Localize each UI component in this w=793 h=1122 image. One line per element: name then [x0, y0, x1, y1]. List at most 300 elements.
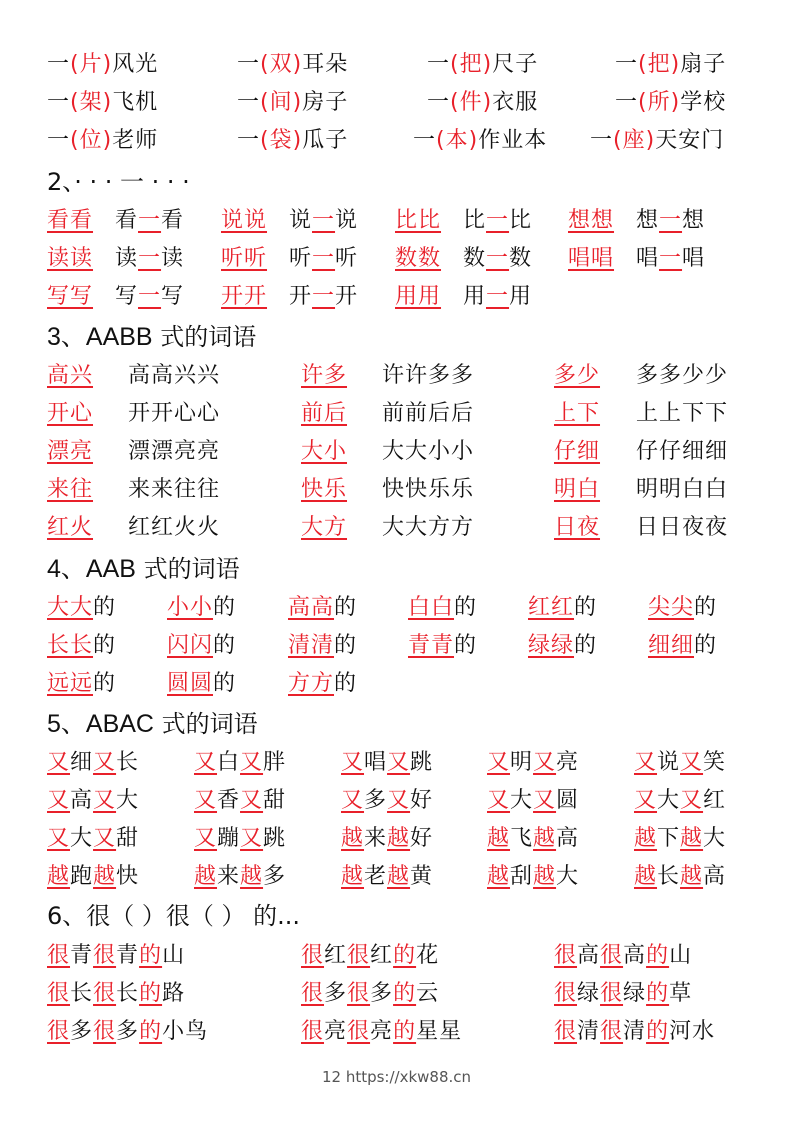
highlighted-text: 很 [347, 1019, 371, 1044]
highlighted-text: 一 [312, 284, 336, 309]
heading-label: 式的词语 [154, 710, 258, 738]
word-item [301, 437, 347, 467]
word-row [0, 669, 793, 707]
heading-label: 式的词语 [135, 555, 240, 583]
highlighted-text: 一 [659, 208, 683, 233]
word-item [47, 475, 93, 505]
word-row [0, 437, 793, 475]
highlighted-text: 的 [393, 1019, 417, 1044]
word-item [237, 88, 348, 118]
plain-text: 云 [416, 981, 440, 1006]
word-item [341, 824, 433, 854]
highlighted-text: 很 [47, 943, 71, 968]
plain-text: 看 [161, 208, 185, 233]
plain-text: 老师 [112, 128, 159, 153]
word-row [0, 631, 793, 669]
highlighted-text: 越 [487, 864, 511, 889]
plain-text: 说 [657, 750, 681, 775]
word-row [0, 361, 793, 399]
word-item [47, 244, 93, 274]
plain-text: 亮 [556, 750, 580, 775]
highlighted-text: 又 [93, 788, 117, 813]
word-item [221, 244, 267, 274]
highlighted-text: 越 [93, 864, 117, 889]
highlighted-text: 又 [487, 788, 511, 813]
word-item [554, 399, 600, 429]
plain-text: 说 [289, 208, 313, 233]
heading-pattern: AAB [85, 555, 136, 583]
word-item [341, 786, 433, 816]
plain-text: 大 [116, 788, 140, 813]
plain-text: 唱 [636, 246, 660, 271]
highlighted-text: (把) [638, 52, 681, 77]
word-item [528, 593, 597, 623]
highlighted-text: 说说 [221, 208, 268, 233]
highlighted-text: 越 [533, 826, 557, 851]
plain-text: 高 [70, 788, 94, 813]
plain-text: 亮 [370, 1019, 394, 1044]
highlighted-text: 一 [486, 208, 510, 233]
word-item [382, 475, 474, 505]
highlighted-text: 很 [47, 981, 71, 1006]
plain-text: 用 [463, 284, 487, 309]
word-item [636, 244, 705, 274]
word-item [47, 941, 185, 971]
plain-text: 一 [427, 52, 451, 77]
plain-text: 仔仔细细 [636, 439, 729, 464]
highlighted-text: 的 [139, 981, 163, 1006]
highlighted-text: 前后 [301, 401, 348, 426]
plain-text: 日日夜夜 [636, 515, 729, 540]
plain-text: 唱 [682, 246, 706, 271]
plain-text: 前前后后 [382, 401, 475, 426]
highlighted-text: 又 [194, 750, 218, 775]
plain-text: 好 [410, 826, 434, 851]
plain-text: 大大方方 [382, 515, 475, 540]
highlighted-text: 的 [646, 1019, 670, 1044]
plain-text: 一 [590, 128, 614, 153]
highlighted-text: 漂亮 [47, 439, 94, 464]
word-item [47, 669, 116, 699]
plain-text: 绿 [577, 981, 601, 1006]
highlighted-text: 用用 [395, 284, 442, 309]
highlighted-text: 又 [47, 826, 71, 851]
word-item [237, 126, 348, 156]
word-item [47, 206, 93, 236]
plain-text: 花 [416, 943, 440, 968]
plain-text: 红红火火 [128, 515, 221, 540]
plain-text: 用 [509, 284, 533, 309]
plain-text: 一 [47, 52, 71, 77]
highlighted-text: (架) [70, 90, 113, 115]
word-item [115, 282, 184, 312]
word-item [590, 126, 724, 156]
highlighted-text: 读读 [47, 246, 94, 271]
highlighted-text: 又 [47, 750, 71, 775]
highlighted-text: 又 [533, 788, 557, 813]
highlighted-text: 很 [301, 981, 325, 1006]
word-row [0, 824, 793, 862]
highlighted-text: 小小 [167, 595, 214, 620]
plain-text: 的 [93, 671, 117, 696]
word-item [47, 88, 158, 118]
plain-text: 香 [217, 788, 241, 813]
heading-pattern: AABB [85, 323, 153, 351]
word-item [288, 631, 357, 661]
highlighted-text: 又 [341, 788, 365, 813]
highlighted-text: 的 [139, 1019, 163, 1044]
plain-text: 的 [93, 595, 117, 620]
word-item [382, 361, 474, 391]
plain-text: 读 [115, 246, 139, 271]
section-3-heading [47, 321, 256, 353]
highlighted-text: (间) [260, 90, 303, 115]
word-item [636, 437, 728, 467]
plain-text: 的 [213, 595, 237, 620]
word-row [0, 88, 793, 126]
plain-text: 圆 [556, 788, 580, 813]
highlighted-text: 数数 [395, 246, 442, 271]
highlighted-text: 很 [301, 943, 325, 968]
word-row [0, 1017, 793, 1055]
word-item [382, 399, 474, 429]
word-item [382, 513, 474, 543]
word-row [0, 244, 793, 282]
plain-text: 一 [47, 90, 71, 115]
highlighted-text: 很 [47, 1019, 71, 1044]
word-item [382, 437, 474, 467]
heading-number: 3、 [47, 323, 86, 351]
highlighted-text: 又 [240, 750, 264, 775]
word-item [47, 824, 139, 854]
highlighted-text: 的 [139, 943, 163, 968]
word-item [47, 282, 93, 312]
word-item [634, 786, 726, 816]
plain-text: 开 [289, 284, 313, 309]
highlighted-text: 绿绿 [528, 633, 575, 658]
word-row [0, 786, 793, 824]
word-item [128, 475, 220, 505]
word-item [47, 979, 185, 1009]
plain-text: 明明白白 [636, 477, 729, 502]
highlighted-text: 长长 [47, 633, 94, 658]
highlighted-text: 高高 [288, 595, 335, 620]
plain-text: 青 [116, 943, 140, 968]
highlighted-text: 快乐 [301, 477, 348, 502]
highlighted-text: 又 [240, 826, 264, 851]
word-item [128, 437, 220, 467]
plain-text: 一 [47, 128, 71, 153]
word-item [487, 786, 579, 816]
word-row [0, 475, 793, 513]
plain-text: 的 [213, 671, 237, 696]
highlighted-text: 越 [680, 826, 704, 851]
word-item [554, 475, 600, 505]
plain-text: 跳 [410, 750, 434, 775]
word-item [289, 206, 358, 236]
highlighted-text: 的 [646, 981, 670, 1006]
plain-text: 比 [509, 208, 533, 233]
section-5-heading [47, 708, 258, 740]
highlighted-text: 日夜 [554, 515, 601, 540]
highlighted-text: 很 [600, 981, 624, 1006]
word-item [115, 206, 184, 236]
word-item [554, 513, 600, 543]
highlighted-text: 开心 [47, 401, 94, 426]
word-item [47, 786, 139, 816]
plain-text: 数 [509, 246, 533, 271]
highlighted-text: 又 [240, 788, 264, 813]
plain-text: 的 [334, 671, 358, 696]
plain-text: 明 [510, 750, 534, 775]
highlighted-text: 很 [93, 981, 117, 1006]
highlighted-text: 越 [341, 826, 365, 851]
plain-text: 听 [335, 246, 359, 271]
plain-text: 跳 [263, 826, 287, 851]
word-item [194, 824, 286, 854]
plain-text: 一 [237, 52, 261, 77]
highlighted-text: (把) [450, 52, 493, 77]
plain-text: 路 [162, 981, 186, 1006]
highlighted-text: (件) [450, 90, 493, 115]
highlighted-text: 青青 [408, 633, 455, 658]
plain-text: 草 [669, 981, 693, 1006]
plain-text: 快 [116, 864, 140, 889]
plain-text: 的 [93, 633, 117, 658]
plain-text: 尺子 [492, 52, 539, 77]
highlighted-text: (本) [436, 128, 479, 153]
highlighted-text: 远远 [47, 671, 94, 696]
word-item [47, 513, 93, 543]
highlighted-text: 越 [533, 864, 557, 889]
highlighted-text: 红火 [47, 515, 94, 540]
plain-text: 天安门 [655, 128, 725, 153]
plain-text: 长 [70, 981, 94, 1006]
plain-text: 多 [364, 788, 388, 813]
highlighted-text: 又 [341, 750, 365, 775]
word-item [194, 748, 286, 778]
plain-text: 跑 [70, 864, 94, 889]
word-item [167, 669, 236, 699]
word-item [636, 475, 728, 505]
plain-text: 小鸟 [162, 1019, 209, 1044]
highlighted-text: 圆圆 [167, 671, 214, 696]
word-item [636, 399, 728, 429]
plain-text: 河水 [669, 1019, 716, 1044]
word-item [47, 631, 116, 661]
highlighted-text: 又 [634, 750, 658, 775]
plain-text: 大 [510, 788, 534, 813]
highlighted-text: 一 [659, 246, 683, 271]
plain-text: 的 [694, 633, 718, 658]
highlighted-text: 方方 [288, 671, 335, 696]
word-item [194, 862, 286, 892]
word-item [487, 824, 579, 854]
plain-text: 大 [70, 826, 94, 851]
plain-text: 长 [657, 864, 681, 889]
highlighted-text: 一 [486, 246, 510, 271]
highlighted-text: 很 [347, 943, 371, 968]
highlighted-text: (座) [613, 128, 656, 153]
plain-text: 胖 [263, 750, 287, 775]
word-row [0, 748, 793, 786]
word-item [408, 593, 477, 623]
plain-text: 高高兴兴 [128, 363, 221, 388]
plain-text: 一 [237, 128, 261, 153]
plain-text: 写 [161, 284, 185, 309]
highlighted-text: 又 [47, 788, 71, 813]
plain-text: 甜 [263, 788, 287, 813]
highlighted-text: 很 [600, 943, 624, 968]
plain-text: 数 [463, 246, 487, 271]
plain-text: 刮 [510, 864, 534, 889]
heading-number: 4、 [47, 555, 86, 583]
highlighted-text: 高兴 [47, 363, 94, 388]
plain-text: 风光 [112, 52, 159, 77]
word-item [463, 282, 532, 312]
plain-text: 大 [657, 788, 681, 813]
word-item [167, 631, 236, 661]
word-item [47, 593, 116, 623]
heading-number: 5、 [47, 710, 86, 738]
highlighted-text: 又 [387, 788, 411, 813]
word-row [0, 126, 793, 164]
word-item [194, 786, 286, 816]
plain-text: 长 [116, 981, 140, 1006]
word-item [301, 361, 347, 391]
highlighted-text: 红红 [528, 595, 575, 620]
word-row [0, 941, 793, 979]
highlighted-text: 越 [487, 826, 511, 851]
highlighted-text: 又 [93, 826, 117, 851]
highlighted-text: 又 [680, 788, 704, 813]
word-item [395, 244, 441, 274]
word-item [289, 244, 358, 274]
highlighted-text: 大方 [301, 515, 348, 540]
highlighted-text: 的 [646, 943, 670, 968]
plain-text: 的 [334, 595, 358, 620]
highlighted-text: (袋) [260, 128, 303, 153]
word-item [128, 513, 220, 543]
word-row [0, 979, 793, 1017]
highlighted-text: 很 [600, 1019, 624, 1044]
word-item [341, 862, 433, 892]
highlighted-text: 越 [387, 826, 411, 851]
plain-text: 来 [364, 826, 388, 851]
word-item [487, 748, 579, 778]
word-item [427, 50, 538, 80]
word-item [568, 206, 614, 236]
highlighted-text: 很 [93, 1019, 117, 1044]
plain-text: 的 [334, 633, 358, 658]
highlighted-text: 又 [387, 750, 411, 775]
plain-text: 的 [454, 633, 478, 658]
word-item [463, 244, 532, 274]
highlighted-text: 很 [93, 943, 117, 968]
plain-text: 高 [703, 864, 727, 889]
word-item [463, 206, 532, 236]
plain-text: 青 [70, 943, 94, 968]
plain-text: 多 [116, 1019, 140, 1044]
highlighted-text: (所) [638, 90, 681, 115]
highlighted-text: 又 [487, 750, 511, 775]
plain-text: 多 [324, 981, 348, 1006]
footer-page-url: 12 https://xkw88.cn [321, 1068, 472, 1086]
word-item [636, 206, 705, 236]
word-item [47, 126, 158, 156]
plain-text: 大 [703, 826, 727, 851]
highlighted-text: 的 [393, 943, 417, 968]
highlighted-text: 大大 [47, 595, 94, 620]
word-item [47, 399, 93, 429]
highlighted-text: 许多 [301, 363, 348, 388]
plain-text: 飞机 [112, 90, 159, 115]
word-item [615, 88, 726, 118]
plain-text: 一 [615, 52, 639, 77]
plain-text: 下 [657, 826, 681, 851]
word-item [167, 593, 236, 623]
plain-text: 许许多多 [382, 363, 475, 388]
word-item [634, 862, 726, 892]
highlighted-text: (片) [70, 52, 113, 77]
highlighted-text: 一 [486, 284, 510, 309]
plain-text: 开 [335, 284, 359, 309]
section-4-heading [47, 553, 240, 585]
word-row [0, 399, 793, 437]
word-item [413, 126, 547, 156]
word-item [47, 50, 158, 80]
word-item [554, 1017, 715, 1047]
word-row [0, 513, 793, 551]
highlighted-text: 上下 [554, 401, 601, 426]
highlighted-text: 唱唱 [568, 246, 615, 271]
highlighted-text: 开开 [221, 284, 268, 309]
heading-pattern: ABAC [85, 710, 154, 738]
highlighted-text: 又 [680, 750, 704, 775]
highlighted-text: 比比 [395, 208, 442, 233]
plain-text: 衣服 [492, 90, 539, 115]
word-item [636, 513, 728, 543]
section-6-heading-text: 6、很（ ）很（ ） 的... [47, 902, 301, 930]
word-item [528, 631, 597, 661]
word-item [395, 282, 441, 312]
plain-text: 多多少少 [636, 363, 729, 388]
highlighted-text: 一 [138, 284, 162, 309]
highlighted-text: 又 [194, 788, 218, 813]
plain-text: 笑 [703, 750, 727, 775]
word-item [128, 399, 220, 429]
word-item [648, 593, 717, 623]
highlighted-text: 细细 [648, 633, 695, 658]
word-item [47, 361, 93, 391]
word-item [288, 593, 357, 623]
highlighted-text: 越 [387, 864, 411, 889]
highlighted-text: 尖尖 [648, 595, 695, 620]
word-item [288, 669, 357, 699]
highlighted-text: 越 [341, 864, 365, 889]
highlighted-text: 越 [634, 864, 658, 889]
highlighted-text: 的 [393, 981, 417, 1006]
highlighted-text: 越 [194, 864, 218, 889]
word-item [554, 941, 692, 971]
word-item [301, 513, 347, 543]
plain-text: 高 [577, 943, 601, 968]
highlighted-text: 来往 [47, 477, 94, 502]
highlighted-text: 又 [533, 750, 557, 775]
word-item [636, 361, 728, 391]
plain-text: 一 [615, 90, 639, 115]
word-item [301, 399, 347, 429]
